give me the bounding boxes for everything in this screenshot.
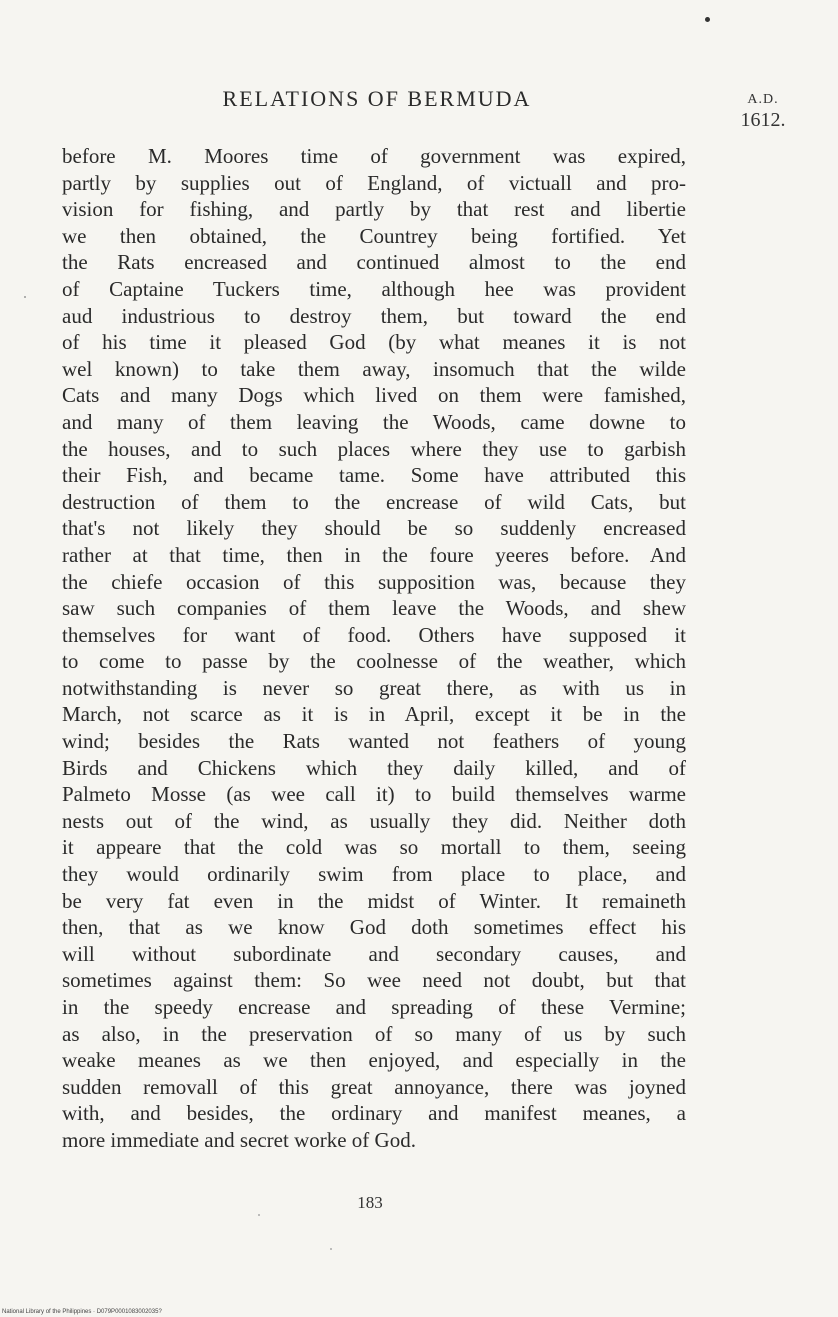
text-line: more immediate and secret worke of God.	[62, 1127, 416, 1152]
running-title: RELATIONS OF BERMUDA	[222, 86, 532, 111]
text-line: as also, in the preservation of so many of us by such	[62, 1021, 686, 1046]
text-line: it appeare that the cold was so mortall to them, seeing	[62, 835, 686, 860]
scan-speck	[258, 1214, 260, 1216]
text-line: the chiefe occasion of this supposition was, because they	[62, 569, 686, 594]
body-text	[62, 143, 686, 1154]
text-line: rather at that time, then in the foure yeeres before. And	[62, 542, 686, 567]
text-line: their Fish, and became tame. Some have attributed this	[62, 463, 686, 488]
text-line: we then obtained, the Countrey being fortified. Yet	[62, 223, 686, 248]
scan-speck	[330, 1248, 332, 1250]
margin-year: 1612.	[740, 109, 786, 132]
text-line: and many of them leaving the Woods, came downe to	[62, 409, 686, 434]
text-line: be very fat even in the midst of Winter. It remaineth	[62, 888, 686, 913]
text-line: in the speedy encrease and spreading of these Vermine;	[62, 995, 686, 1019]
text-line: the houses, and to such places where they use to garbish	[62, 436, 686, 461]
scan-credit: National Library of the Philippines · D079P0001083002035?	[2, 1309, 162, 1315]
text-line: before M. Moores time of government was expired,	[62, 144, 686, 168]
text-line: sudden removall of this great annoyance, there was joyned	[62, 1074, 686, 1099]
page-number: 183	[357, 1193, 383, 1212]
text-line: notwithstanding is never so great there, as with us in	[62, 675, 686, 700]
text-line: with, and besides, the ordinary and manifest meanes, a	[62, 1101, 686, 1126]
text-line: nests out of the wind, as usually they did. Neither doth	[62, 808, 686, 833]
margin-date-note	[728, 92, 798, 131]
text-line: weake meanes as we then enjoyed, and especially in the	[62, 1048, 686, 1073]
text-line: wind; besides the Rats wanted not feathers of young	[62, 729, 686, 754]
text-line: sometimes against them: So wee need not doubt, but that	[62, 968, 686, 993]
text-line: destruction of them to the encrease of wild Cats, but	[62, 489, 686, 514]
text-line: vision for fishing, and partly by that rest and libertie	[62, 197, 686, 222]
text-line: then, that as we know God doth sometimes effect his	[62, 915, 686, 940]
text-line: that's not likely they should be so suddenly encreased	[62, 516, 686, 541]
text-line: saw such companies of them leave the Woods, and shew	[62, 596, 686, 621]
text-line: themselves for want of food. Others have supposed it	[62, 622, 686, 647]
text-line: aud industrious to destroy them, but toward the end	[62, 303, 686, 328]
scan-speck	[24, 296, 26, 298]
text-line: wel known) to take them away, insomuch that the wilde	[62, 356, 686, 381]
text-line: partly by supplies out of England, of victuall and pro-	[62, 170, 686, 195]
text-line: Birds and Chickens which they daily killed, and of	[62, 755, 686, 780]
scan-speck	[705, 17, 710, 22]
margin-era: A.D.	[747, 92, 779, 107]
text-line: March, not scarce as it is in April, except it be in the	[62, 702, 686, 727]
text-line: they would ordinarily swim from place to place, and	[62, 862, 686, 887]
text-line: of his time it pleased God (by what meanes it is not	[62, 330, 686, 355]
text-line: Palmeto Mosse (as wee call it) to build themselves warme	[62, 782, 686, 807]
text-line: to come to passe by the coolnesse of the weather, which	[62, 649, 686, 674]
text-line: will without subordinate and secondary causes, and	[62, 941, 686, 966]
text-line: Cats and many Dogs which lived on them were famished,	[62, 383, 686, 408]
text-line: the Rats encreased and continued almost to the end	[62, 250, 686, 275]
text-line: of Captaine Tuckers time, although hee was provident	[62, 276, 686, 301]
